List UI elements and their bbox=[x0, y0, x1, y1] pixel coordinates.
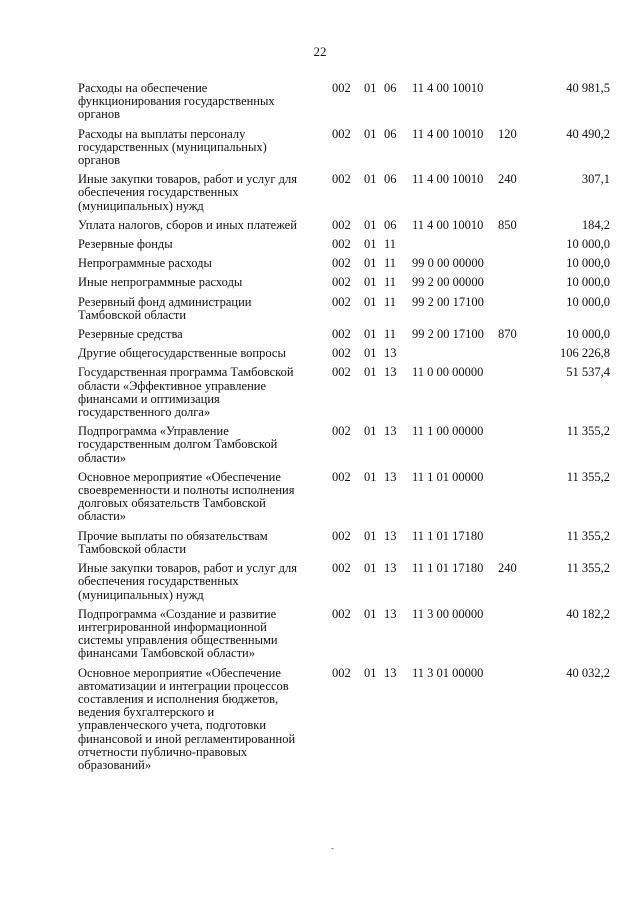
expense-name: Основное мероприятие «Обеспечение своевременности и полноты исполнения долговых обязательств Тамбовской области» bbox=[78, 469, 295, 524]
expense-name: Резервные средства bbox=[78, 327, 183, 342]
subsection-code: 13 bbox=[384, 561, 397, 576]
target-article-code: 11 3 00 00000 bbox=[412, 606, 484, 621]
amount: 106 226,8 bbox=[560, 346, 610, 361]
table-row bbox=[78, 562, 610, 602]
expense-type-code: 240 bbox=[498, 561, 517, 576]
subsection-code: 13 bbox=[384, 606, 397, 621]
amount: 10 000,0 bbox=[566, 327, 610, 342]
target-article-code: 11 1 00 00000 bbox=[412, 424, 484, 439]
table-row bbox=[78, 425, 610, 465]
department-code: 002 bbox=[332, 346, 351, 361]
subsection-code: 06 bbox=[384, 81, 397, 95]
expense-name: Иные закупки товаров, работ и услуг для обеспечения государственных (муниципальных) нужд bbox=[78, 561, 298, 602]
expense-name: Уплата налогов, сборов и иных платежей bbox=[78, 217, 297, 232]
amount: 10 000,0 bbox=[566, 237, 610, 252]
subsection-code: 13 bbox=[384, 365, 397, 380]
subsection-code: 13 bbox=[384, 424, 397, 439]
table-row bbox=[78, 471, 610, 524]
subsection-code: 11 bbox=[384, 327, 397, 342]
section-code: 01 bbox=[364, 346, 377, 361]
table-row bbox=[78, 219, 610, 232]
expense-type-code: 240 bbox=[498, 172, 517, 187]
department-code: 002 bbox=[332, 424, 351, 439]
section-code: 01 bbox=[364, 365, 377, 380]
section-code: 01 bbox=[364, 256, 377, 271]
table-row bbox=[78, 366, 610, 419]
target-article-code: 99 0 00 00000 bbox=[412, 256, 484, 271]
department-code: 002 bbox=[332, 327, 351, 342]
amount: 11 355,2 bbox=[566, 424, 610, 439]
expense-name: Иные непрограммные расходы bbox=[78, 275, 243, 290]
subsection-code: 13 bbox=[384, 665, 397, 680]
department-code: 002 bbox=[332, 606, 351, 621]
department-code: 002 bbox=[332, 172, 351, 187]
amount: 10 000,0 bbox=[566, 275, 610, 290]
subsection-code: 06 bbox=[384, 126, 397, 141]
section-code: 01 bbox=[364, 81, 377, 95]
target-article-code: 11 1 01 17180 bbox=[412, 528, 484, 543]
bottom-mark: - bbox=[331, 843, 334, 853]
department-code: 002 bbox=[332, 294, 351, 309]
table-row bbox=[78, 257, 610, 270]
table-row bbox=[78, 530, 610, 556]
subsection-code: 06 bbox=[384, 172, 397, 187]
expense-name: Государственная программа Тамбовской области «Эффективное управление финансами и оптимизация государственного долга» bbox=[78, 365, 294, 420]
target-article-code: 99 2 00 17100 bbox=[412, 294, 484, 309]
subsection-code: 11 bbox=[384, 237, 397, 252]
table-row bbox=[78, 608, 610, 661]
subsection-code: 11 bbox=[384, 275, 397, 290]
department-code: 002 bbox=[332, 256, 351, 271]
budget-table bbox=[78, 82, 610, 778]
table-row bbox=[78, 238, 610, 251]
section-code: 01 bbox=[364, 327, 377, 342]
department-code: 002 bbox=[332, 665, 351, 680]
subsection-code: 06 bbox=[384, 217, 397, 232]
section-code: 01 bbox=[364, 217, 377, 232]
expense-name: Резервные фонды bbox=[78, 237, 173, 252]
expense-name: Основное мероприятие «Обеспечение автоматизации и интеграции процессов составления и исполнения бюджетов, ведения бухгалтерского и управленческого учета, подготовки финансовой и иной регламентированной отчетности публично-правовых образований» bbox=[78, 665, 296, 772]
amount: 40 182,2 bbox=[566, 606, 610, 621]
expense-type-code: 850 bbox=[498, 217, 517, 232]
section-code: 01 bbox=[364, 665, 377, 680]
target-article-code: 11 3 01 00000 bbox=[412, 665, 484, 680]
target-article-code: 11 4 00 10010 bbox=[412, 172, 484, 187]
section-code: 01 bbox=[364, 606, 377, 621]
department-code: 002 bbox=[332, 528, 351, 543]
section-code: 01 bbox=[364, 275, 377, 290]
subsection-code: 11 bbox=[384, 294, 397, 309]
target-article-code: 99 2 00 00000 bbox=[412, 275, 484, 290]
section-code: 01 bbox=[364, 424, 377, 439]
section-code: 01 bbox=[364, 469, 377, 484]
target-article-code: 11 4 00 10010 bbox=[412, 217, 484, 232]
subsection-code: 13 bbox=[384, 346, 397, 361]
table-row bbox=[78, 173, 610, 213]
table-row bbox=[78, 296, 610, 322]
target-article-code: 11 0 00 00000 bbox=[412, 365, 484, 380]
table-row bbox=[78, 667, 610, 773]
amount: 10 000,0 bbox=[566, 256, 610, 271]
amount: 51 537,4 bbox=[566, 365, 610, 380]
target-article-code: 11 4 00 10010 bbox=[412, 81, 484, 95]
section-code: 01 bbox=[364, 126, 377, 141]
amount: 40 490,2 bbox=[566, 126, 610, 141]
page-number: 22 bbox=[313, 44, 327, 59]
amount: 40 981,5 bbox=[566, 81, 610, 95]
section-code: 01 bbox=[364, 237, 377, 252]
expense-type-code: 870 bbox=[498, 327, 517, 342]
expense-type-code: 120 bbox=[498, 126, 517, 141]
subsection-code: 13 bbox=[384, 528, 397, 543]
section-code: 01 bbox=[364, 172, 377, 187]
department-code: 002 bbox=[332, 275, 351, 290]
section-code: 01 bbox=[364, 561, 377, 576]
amount: 11 355,2 bbox=[566, 561, 610, 576]
amount: 11 355,2 bbox=[566, 469, 610, 484]
subsection-code: 11 bbox=[384, 256, 397, 271]
department-code: 002 bbox=[332, 365, 351, 380]
expense-name: Непрограммные расходы bbox=[78, 256, 212, 271]
table-row bbox=[78, 347, 610, 360]
department-code: 002 bbox=[332, 126, 351, 141]
department-code: 002 bbox=[332, 237, 351, 252]
target-article-code: 11 1 01 00000 bbox=[412, 469, 484, 484]
expense-name: Иные закупки товаров, работ и услуг для обеспечения государственных (муниципальных) нужд bbox=[78, 172, 298, 213]
expense-name: Подпрограмма «Управление государственным долгом Тамбовской области» bbox=[78, 424, 278, 465]
amount: 40 032,2 bbox=[566, 665, 610, 680]
amount: 10 000,0 bbox=[566, 294, 610, 309]
expense-name: Подпрограмма «Создание и развитие интегрированной информационной системы управления общественными финансами Тамбовской области» bbox=[78, 606, 278, 661]
amount: 307,1 bbox=[581, 172, 610, 187]
target-article-code: 99 2 00 17100 bbox=[412, 327, 484, 342]
expense-name: Другие общегосударственные вопросы bbox=[78, 346, 286, 361]
amount: 11 355,2 bbox=[566, 528, 610, 543]
subsection-code: 13 bbox=[384, 469, 397, 484]
expense-name: Прочие выплаты по обязательствам Тамбовской области bbox=[78, 528, 268, 556]
section-code: 01 bbox=[364, 294, 377, 309]
table-row bbox=[78, 82, 610, 122]
department-code: 002 bbox=[332, 81, 351, 95]
amount: 184,2 bbox=[581, 217, 610, 232]
target-article-code: 11 4 00 10010 bbox=[412, 126, 484, 141]
expense-name: Резервный фонд администрации Тамбовской области bbox=[78, 294, 252, 322]
department-code: 002 bbox=[332, 561, 351, 576]
table-row bbox=[78, 276, 610, 289]
department-code: 002 bbox=[332, 217, 351, 232]
table-row bbox=[78, 128, 610, 168]
section-code: 01 bbox=[364, 528, 377, 543]
target-article-code: 11 1 01 17180 bbox=[412, 561, 484, 576]
department-code: 002 bbox=[332, 469, 351, 484]
table-row bbox=[78, 328, 610, 341]
expense-name: Расходы на обеспечение функционирования государственных органов bbox=[78, 81, 275, 122]
expense-name: Расходы на выплаты персоналу государственных (муниципальных) органов bbox=[78, 126, 267, 168]
